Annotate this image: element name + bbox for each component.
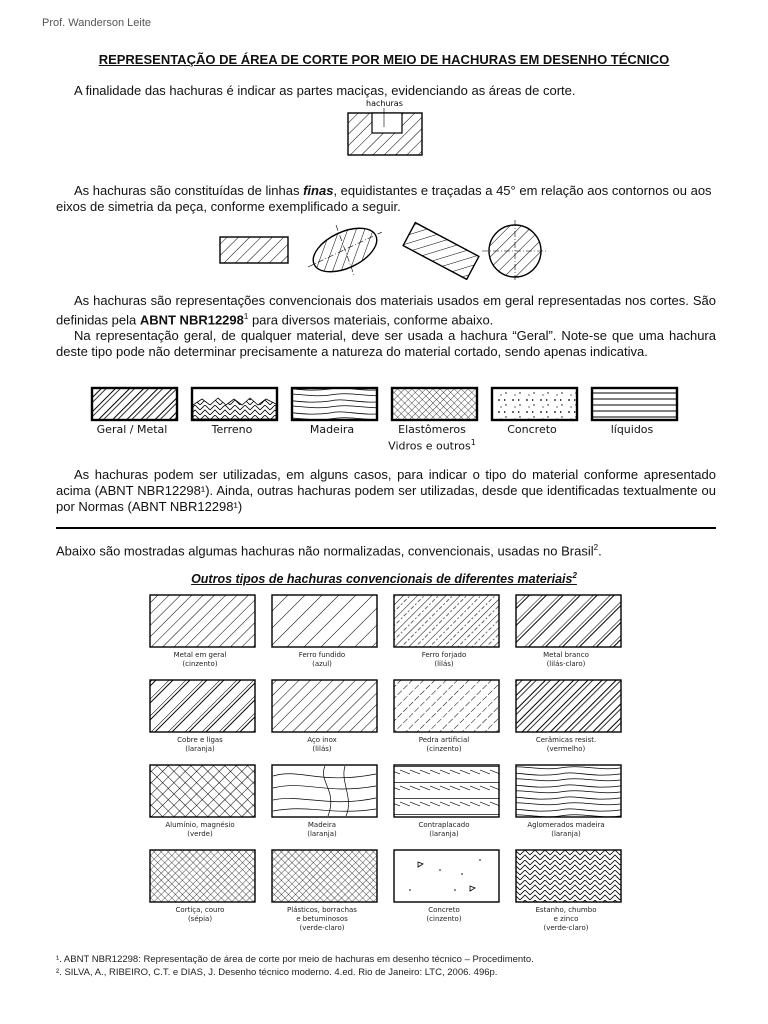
grid-title-text: Outros tipos de hachuras convencionais de diferentes materiais	[191, 572, 573, 587]
hatch-terreno	[192, 388, 277, 420]
example-rotated-rectangle	[403, 223, 479, 280]
cell-label-line: Pedra artificial	[418, 736, 470, 744]
cell-ferro-forjado	[394, 595, 499, 647]
grid-title-sup: 2	[572, 571, 577, 580]
cell-label-metal-branco	[511, 651, 621, 669]
usage-paragraph	[56, 467, 716, 515]
cell-label-plasticos	[267, 906, 377, 933]
footnote-1: ¹. ABNT NBR12298: Representação de área de corte por meio de hachuras em desenho técnico – Procedimento.	[56, 954, 534, 965]
definition-paragraph	[56, 183, 716, 215]
cell-label-line: Ferro fundido	[298, 651, 346, 659]
nonstandard-sup: 2	[593, 543, 599, 552]
label-elastomeros: Elastômeros	[398, 423, 466, 436]
definition-sep: ,	[333, 183, 341, 198]
cell-label-line: Estanho, chumbo	[535, 906, 597, 914]
cell-aco-inox	[272, 680, 377, 732]
cell-label-cobre	[145, 736, 255, 754]
cell-label-line: (azul)	[312, 660, 332, 668]
materials-text-1: As hachuras são representações convencionais dos materiais usados em geral representadas nos cortes. São definidas pela	[56, 293, 716, 328]
cell-label-line: (laranja)	[307, 830, 337, 838]
cell-label-line: Aço inox	[307, 736, 337, 744]
nonstandard-paragraph	[56, 540, 716, 559]
cell-label-line: (lilás)	[312, 745, 332, 753]
cell-plasticos	[272, 850, 377, 902]
cell-cobre	[150, 680, 255, 732]
cell-label-line: Plásticos, borrachas	[287, 906, 357, 914]
cell-metal-branco	[516, 595, 621, 647]
definition-finas: finas	[303, 183, 334, 198]
cell-label-line: (sépia)	[187, 915, 213, 923]
cell-label-concreto	[389, 906, 499, 924]
page-title: REPRESENTAÇÃO DE ÁREA DE CORTE POR MEIO DE HACHURAS EM DESENHO TÉCNICO	[98, 52, 670, 67]
definition-text-end: e traçadas a 45° em relação aos contornos ou aos eixos de simetria da peça, conforme exemplificado a seguir.	[56, 183, 712, 214]
cell-contraplacado	[394, 765, 499, 817]
cell-concreto	[394, 850, 499, 902]
definition-text-start: As hachuras são constituídas de linhas	[74, 183, 304, 198]
cell-label-line: (verde-claro)	[543, 924, 589, 932]
footnote-2: ². SILVA, A., RIBEIRO, C.T. e DIAS, J. Desenho técnico moderno. 4.ed. Rio de Janeiro: LTC, 2006. 496p.	[56, 967, 498, 978]
cell-label-line: Concreto	[428, 906, 460, 914]
hachuras-label: hachuras	[366, 99, 403, 108]
label-geral-metal: Geral / Metal	[96, 423, 168, 436]
cell-label-line: Aglomerados madeira	[527, 821, 605, 829]
cell-label-line: Alumínio, magnésio	[165, 821, 235, 829]
cell-label-estanho	[511, 906, 621, 933]
label-vidros	[377, 438, 487, 453]
cell-pedra-artificial	[394, 680, 499, 732]
cell-aluminio	[150, 765, 255, 817]
materials-abnt: ABNT NBR12298	[139, 312, 244, 328]
hatch-elastomeros	[392, 388, 477, 420]
hatch-geral-metal	[92, 388, 177, 420]
label-vidros-text: Vidros e outros	[388, 439, 471, 453]
cell-metal-geral	[150, 595, 255, 647]
cell-label-line: Metal branco	[543, 651, 589, 659]
cell-estanho	[516, 850, 621, 902]
materials-text-3: Na representação geral, de qualquer material, deve ser usada a hachura “Geral”. Note-se que uma hachura deste tipo pode não determinar precisamente a natureza do material cortado, sendo apenas indicativa.	[56, 328, 716, 360]
cell-label-ceramicas	[511, 736, 621, 754]
cell-label-line: Ferro forjado	[421, 651, 467, 659]
example-ellipse	[307, 220, 384, 280]
cell-label-aco-inox	[267, 736, 377, 754]
cell-label-metal-geral	[145, 651, 255, 669]
cell-label-ferro-fundido	[267, 651, 377, 669]
cell-label-line: (lilás)	[434, 660, 454, 668]
cell-label-line: (verde)	[187, 830, 213, 838]
cell-label-aglomerados	[511, 821, 621, 839]
cell-label-line: (laranja)	[185, 745, 215, 753]
cell-label-contraplacado	[389, 821, 499, 839]
author-header: Prof. Wanderson Leite	[42, 17, 152, 29]
cell-cortica	[150, 850, 255, 902]
label-madeira: Madeira	[309, 423, 355, 436]
cell-label-line: e zinco	[553, 915, 579, 923]
nonstandard-text: Abaixo são mostradas algumas hachuras não normalizadas, convencionais, usadas no Brasil	[56, 543, 594, 559]
label-concreto: Concreto	[507, 423, 557, 436]
cell-label-line: Cerâmicas resist.	[535, 736, 597, 744]
materials-text-2: para diversos materiais, conforme abaixo.	[248, 312, 494, 328]
cell-label-line: e betuminosos	[296, 915, 348, 923]
grid-title	[0, 571, 768, 586]
cell-label-line: (verde-claro)	[299, 924, 345, 932]
cell-label-line: Cortiça, couro	[175, 906, 225, 914]
section-notch	[372, 113, 402, 133]
intro-text: A finalidade das hachuras é indicar as partes maciças, evidenciando as áreas de corte.	[74, 83, 576, 98]
cell-label-pedra	[389, 736, 499, 754]
cell-label-cortica	[145, 906, 255, 924]
label-terreno: Terreno	[211, 423, 253, 436]
materials-abnt-sup: 1	[243, 312, 249, 321]
cell-label-line: (cinzento)	[182, 660, 218, 668]
cell-label-line: Cobre e ligas	[177, 736, 223, 744]
hatch-madeira	[292, 388, 377, 420]
hatch-grid	[140, 590, 630, 940]
section-divider	[56, 527, 716, 529]
label-liquidos: líquidos	[610, 423, 654, 436]
example-circle	[482, 220, 548, 280]
cell-label-ferro-forjado	[389, 651, 499, 669]
cell-label-line: Metal em geral	[173, 651, 227, 659]
example-rectangle	[220, 237, 288, 263]
label-vidros-sup: 1	[470, 438, 476, 447]
hatch-examples-figure	[210, 220, 560, 280]
hatch-liquidos	[592, 388, 677, 420]
section-hatch-figure	[340, 97, 436, 159]
materials-paragraph	[56, 293, 716, 360]
cell-label-line: (cinzento)	[426, 745, 462, 753]
material-hatch-row	[90, 385, 690, 425]
cell-label-line: (laranja)	[429, 830, 459, 838]
cell-label-aluminio	[145, 821, 255, 839]
cell-madeira	[272, 765, 377, 817]
cell-label-line: (cinzento)	[426, 915, 462, 923]
cell-label-line: Madeira	[307, 821, 337, 829]
cell-label-madeira	[267, 821, 377, 839]
cell-label-line: (laranja)	[551, 830, 581, 838]
cell-ceramicas	[516, 680, 621, 732]
cell-ferro-fundido	[272, 595, 377, 647]
cell-aglomerados	[516, 765, 621, 817]
cell-label-line: (lilás-claro)	[546, 660, 586, 668]
cell-label-line: Contraplacado	[418, 821, 470, 829]
cell-label-line: (vermelho)	[546, 745, 586, 753]
usage-text: As hachuras podem ser utilizadas, em alguns casos, para indicar o tipo do material conforme apresentado acima (ABNT NBR12298¹). Ainda, outras hachuras podem ser utilizadas, desde que identificadas textualmente ou por Normas (ABNT NBR12298¹)	[56, 467, 716, 514]
hatch-concreto	[492, 388, 577, 420]
nonstandard-end: .	[598, 543, 602, 559]
definition-equidistantes: equidistantes	[340, 183, 418, 198]
